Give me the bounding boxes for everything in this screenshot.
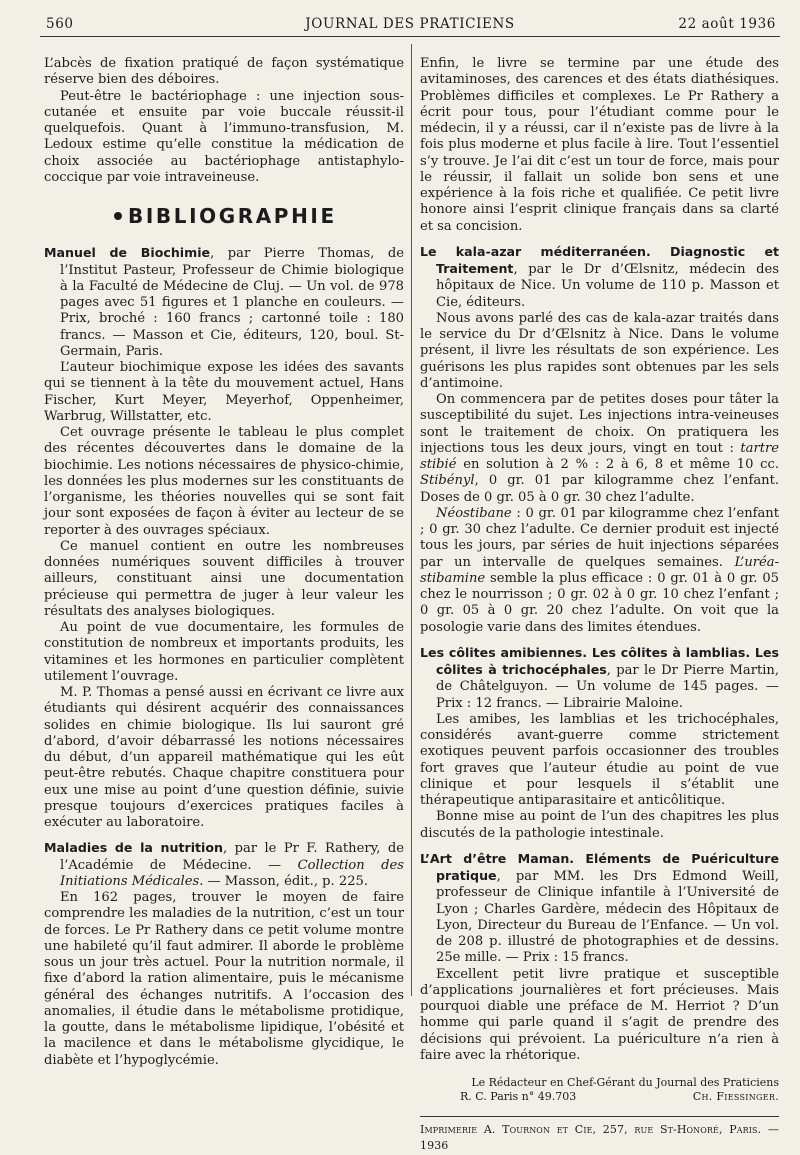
page-number: 560 (46, 16, 74, 32)
book-reference (44, 840, 404, 890)
book-reference (420, 851, 779, 967)
book-details: , par Pierre Thomas, de l’Institut Pasteur, Professeur de Chimie biologique à la Faculté de Médecine de Cluj. — Un vol. de 978 pages avec 51 figures et 1 planche en couleurs. — Prix, broché : 160 francs ; cartonné toile : 180 francs. — Masson et Cie, éditeurs, 120, boul. St-Germain, Paris. (60, 246, 404, 359)
text-run: : 0 gr. 01 par kilogramme chez l’enfant ; 0 gr. 30 chez l’adulte. Ce dernier produit est injecté tous les jours, par séries de huit injections séparées par un intervalle de quelques semaines. (420, 505, 779, 570)
editor-line: Le Rédacteur en Chef-Gérant du Journal des Praticiens (471, 1076, 779, 1089)
paragraph: Au point de vue documentaire, les formules de constitution de nombreux et importants produits, les vitamines et les hormones en particulier complètent utilement l’ouvrage. (44, 620, 404, 684)
book-reference (420, 244, 779, 311)
paragraph: Enfin, le livre se termine par une étude des avitaminoses, des carences et des états diathésiques. Problèmes difficiles et complexes. Le Pr Rathery a écrit pour tous, pour l’étudiant comme pour le médecin, il y a réussi, car il n’existe pas de livre à la fois plus moderne et plus facile à lire. Tout l’essentiel s’y trouve. Je l’ai dit c’est un tour de force, mais pour le réussir, il fallait un solide bon sens et une expérience à la fois riche et qualifiée. Ce petit livre honore ainsi l’esprit clinique français dans sa clarté et sa concision. (420, 56, 779, 234)
book-title: Les côlites amibiennes. Les côlites à lamblias. Les côlites à trichocéphales (420, 644, 779, 677)
drug-name: tartre stibié (420, 440, 779, 472)
book-reference (420, 645, 779, 712)
running-header (40, 14, 780, 37)
paragraph: Peut-être le bactériophage : une injection sous-cutanée et ensuite par voie buccale réussit-il quelquefois. Quant à l’immuno-transfusion, M. Ledoux estime qu’elle constitue la médication de choix associée au bactériophage antistaphylo-coccique par voie intraveineuse. (44, 88, 404, 185)
paragraph: Les amibes, les lamblias et les trichocéphales, considérés avant-guerre comme strictement exotiques peuvent parfois occasionner des troubles fort graves que l’auteur étudie au point de vue clinique et pour lesquels il s’établit une thérapeutique antiparasitaire et anticôlitique. (420, 711, 779, 808)
book-details: , par MM. les Drs Edmond Weill, professeur de Clinique infantile à l’Université de Lyon ; Charles Gardère, médecin des Hôpitaux de Lyon, Directeur du Bureau de l’Enfance. — Un vol. de 208 p. illustré de photographies et de dessins. 25e mille. — Prix : 15 francs. (436, 869, 779, 966)
section-heading-text: BIBLIOGRAPHIE (128, 204, 337, 228)
journal-title: JOURNAL DES PRATICIENS (305, 16, 515, 32)
paragraph: M. P. Thomas a pensé aussi en écrivant ce livre aux étudiants qui désirent acquérir des connaissances solides en chimie biologique. Ils lui sauront gré d’abord, d’avoir débarrassé les notions nécessaires du début, d’un appareil mathématique qui les eût peut-être rebutés. Chaque chapitre constituera pour eux une mise au point d’une question définie, suivie presque toujours d’exercices pratiques faciles à exécuter au laboratoire. (44, 685, 404, 830)
column-divider (411, 44, 412, 996)
printer-imprint: Imprimerie A. Tournon et Cie, 257, rue St-Honoré, Paris. — 1936 (420, 1116, 779, 1155)
book-details: , par le Dr Pierre Martin, de Châtelguyon. — Un volume de 145 pages. — Prix : 12 francs. — Librairie Maloine. (436, 663, 779, 711)
left-column (44, 56, 404, 1068)
text-run: semble la plus efficace : 0 gr. 01 à 0 gr. 05 chez le nourrisson ; 0 gr. 02 à 0 gr. 10 chez l’enfant ; 0 gr. 05 à 0 gr. 20 chez l’adulte. On voit que la posologie varie dans des limites étendues. (420, 570, 779, 635)
paragraph: Ce manuel contient en outre les nombreuses données numériques souvent difficiles à trouver ailleurs, constituant ainsi une documentation précieuse qui permettra de juger à leur valeur les résultats des analyses biologiques. (44, 538, 404, 619)
drug-name: Néostibane (436, 505, 512, 521)
paragraph: Nous avons parlé des cas de kala-azar traités dans le service du Dr d’Œlsnitz à Nice. Dans le volume présent, il livre les résultats de son expérience. Les guérisons les plus rapides sont obtenues par les sels d’antimoine. (420, 310, 779, 391)
book-title: Le kala-azar méditerranéen. Diagnostic et Traitement (420, 243, 779, 276)
paragraph (420, 392, 779, 506)
paragraph: Excellent petit livre pratique et susceptible d’applications journalières et fort précieuses. Mais pourquoi diable une préface de M. Herriot ? D’un homme qui parle quand il s’agit de prendre des décisions qui prévoient. La puériculture n’a rien à faire avec la rhétorique. (420, 966, 779, 1063)
section-heading (114, 204, 404, 228)
book-title: Manuel de Biochimie (44, 245, 211, 261)
text-run: en solution à 2 % : 2 à 6, 8 et même 10 cc. (456, 457, 779, 472)
right-column (420, 56, 779, 1153)
book-title: L’Art d’être Maman. Eléments de Puériculture pratique (420, 850, 779, 883)
issue-date: 22 août 1936 (678, 16, 776, 32)
paragraph: En 162 pages, trouver le moyen de faire comprendre les maladies de la nutrition, c’est un tour de forces. Le Pr Rathery dans ce petit volume montre une habileté qu’il faut admirer. Il aborde le problème sous un jour très actuel. Pour la nutrition normale, il fixe d’abord la ration alimentaire, puis le mécanisme général des échanges nutritifs. A l’occasion des anomalies, il étudie dans le métabolisme protidique, la goutte, dans le métabolisme lipidique, l’obésité et la macilence et dans le métabolisme glycidique, le diabète et l’hypoglycémie. (44, 890, 404, 1068)
registration-number: R. C. Paris n° 49.703 (460, 1090, 577, 1103)
paragraph: L’auteur biochimique expose les idées des savants qui se tiennent à la tête du mouvement actuel, Hans Fischer, Kurt Meyer, Meyerhof, Oppenheimer, Warbrug, Willstatter, etc. (44, 360, 404, 424)
book-details: . — Masson, édit., p. 225. (199, 873, 369, 889)
paragraph: L’abcès de fixation pratiqué de façon systématique réserve bien des déboires. (44, 56, 404, 88)
book-title: Maladies de la nutrition (44, 840, 223, 856)
drug-name: Stibényl (420, 473, 475, 489)
editor-name: Ch. Fiessinger. (692, 1090, 779, 1103)
bullet-icon (114, 212, 122, 220)
book-collection: Collection des Initiations Médicales (60, 857, 404, 889)
text-run: , 0 gr. 01 par kilogramme chez l’enfant. Doses de 0 gr. 05 à 0 gr. 30 chez l’adulte. (420, 473, 779, 505)
text-run: On commencera par de petites doses pour tâter la susceptibilité du sujet. Les injections intra-veineuses sont le traitement de choix. On pratiquera les injections tous les deux jours, vingt en tout : (420, 392, 779, 456)
book-details: , par le Pr F. Rathery, de l’Académie de Médecine. — (60, 841, 404, 873)
paragraph (420, 506, 779, 636)
editor-signature (420, 1076, 779, 1110)
paragraph: Cet ouvrage présente le tableau le plus complet des récentes découvertes dans le domaine de la biochimie. Les notions nécessaires de physico-chimie, les données les plus modernes sur les constituants de l’organisme, les théories nouvelles qui se sont fait jour sont exposées de façon à éviter au lecteur de se reporter à des ouvrages spéciaux. (44, 425, 404, 538)
book-reference (44, 245, 404, 360)
paragraph: Bonne mise au point de l’un des chapitres les plus discutés de la pathologie intestinale. (420, 809, 779, 841)
drug-name: L’uréa-stibamine (420, 554, 779, 586)
book-details: , par le Dr d’Œlsnitz, médecin des hôpitaux de Nice. Un volume de 110 p. Masson et Cie, éditeurs. (436, 262, 779, 310)
